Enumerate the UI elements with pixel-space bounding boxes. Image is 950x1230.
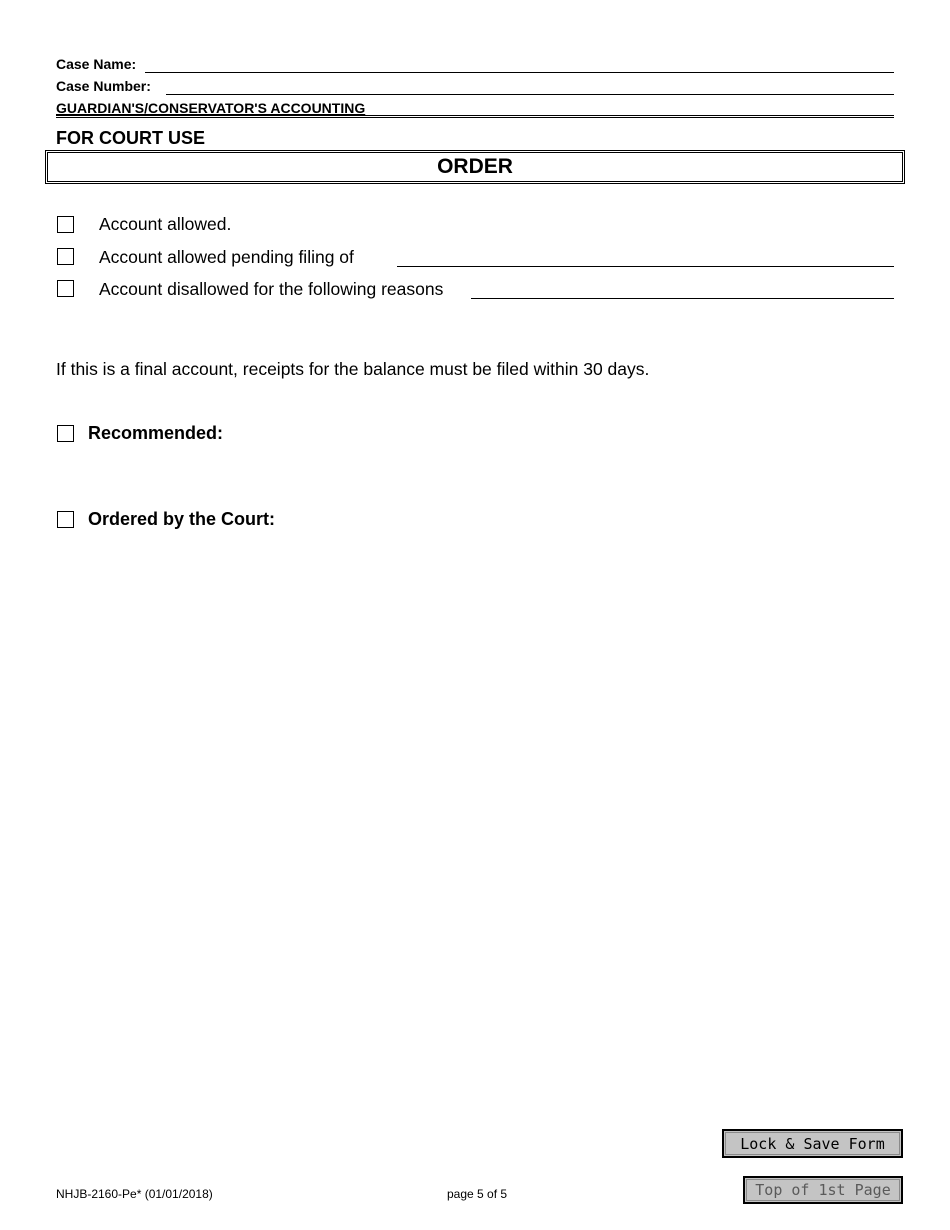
case-number-label: Case Number:	[56, 78, 151, 94]
page-indicator: page 5 of 5	[447, 1187, 508, 1201]
order-title: ORDER	[437, 155, 513, 178]
header-divider	[56, 115, 894, 118]
account-disallowed-checkbox[interactable]	[57, 280, 74, 297]
ordered-by-court-label: Ordered by the Court:	[88, 509, 276, 529]
pending-filing-field[interactable]	[397, 266, 894, 267]
case-name-label: Case Name:	[56, 56, 137, 72]
account-allowed-label: Account allowed.	[99, 214, 232, 234]
lock-save-form-button[interactable]	[722, 1129, 903, 1158]
case-number-field[interactable]	[166, 94, 894, 95]
disallowed-reasons-field[interactable]	[471, 298, 894, 299]
final-account-note: If this is a final account, receipts for the balance must be filed within 30 days.	[56, 359, 650, 379]
account-disallowed-label: Account disallowed for the following reasons	[99, 279, 444, 299]
top-of-first-page-button[interactable]	[743, 1176, 903, 1204]
for-court-use-heading: FOR COURT USE	[56, 128, 206, 148]
recommended-label: Recommended:	[88, 423, 224, 443]
account-allowed-pending-label: Account allowed pending filing of	[99, 247, 354, 267]
form-title: GUARDIAN'S/CONSERVATOR'S ACCOUNTING	[56, 100, 366, 116]
top-of-first-page-label: Top of 1st Page	[755, 1181, 891, 1199]
account-allowed-checkbox[interactable]	[57, 216, 74, 233]
account-allowed-pending-checkbox[interactable]	[57, 248, 74, 265]
recommended-checkbox[interactable]	[57, 425, 74, 442]
case-name-field[interactable]	[145, 72, 894, 73]
ordered-by-court-checkbox[interactable]	[57, 511, 74, 528]
order-title-box	[45, 150, 905, 184]
form-id: NHJB-2160-Pe* (01/01/2018)	[56, 1187, 213, 1201]
lock-save-form-label: Lock & Save Form	[740, 1134, 885, 1153]
